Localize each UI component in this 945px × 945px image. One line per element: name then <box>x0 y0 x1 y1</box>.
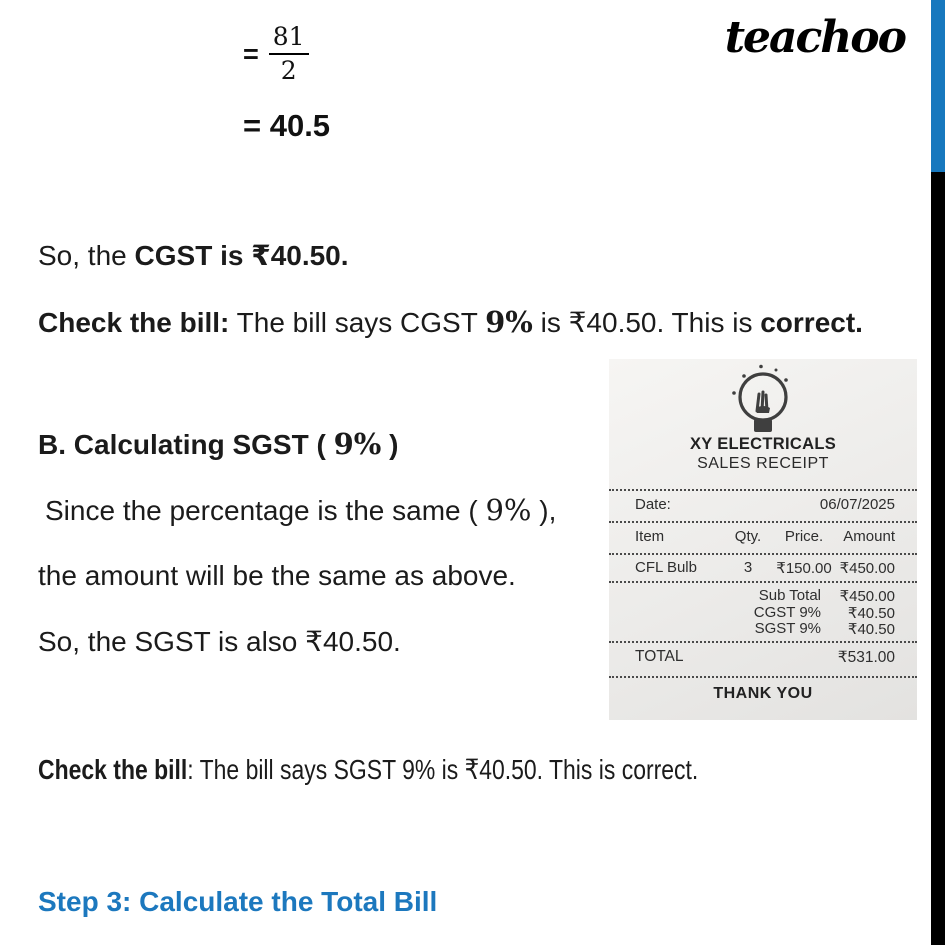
check-bill-sgst-lead: Check the bill <box>38 754 188 785</box>
check-bill-cgst-percent: 9% <box>485 305 533 339</box>
since-line-lead: Since the percentage is the same ( <box>45 495 486 526</box>
receipt-date-label: Date: <box>635 496 671 513</box>
amount-same-line: the amount will be the same as above. <box>38 560 516 591</box>
receipt-item-name: CFL Bulb <box>635 559 697 576</box>
check-bill-cgst-mid2: is ₹40.50. This is <box>532 307 761 338</box>
receipt-date-value: 06/07/2025 <box>819 496 895 513</box>
black-edge-strip <box>931 172 945 945</box>
check-bill-cgst-lead: Check the bill: <box>38 307 230 338</box>
equals-sign: = <box>243 38 259 69</box>
step3-heading: Step 3: Calculate the Total Bill <box>38 886 438 917</box>
receipt-sgst-value: ₹40.50 <box>847 621 895 638</box>
blue-edge-strip <box>931 0 945 172</box>
receipt-item-qty: 3 <box>743 559 753 576</box>
receipt-total-value: ₹531.00 <box>837 649 895 666</box>
check-bill-sgst-tail: : The bill says SGST 9% is ₹40.50. This is correct. <box>187 754 699 785</box>
receipt-sgst-label: SGST 9% <box>754 620 821 637</box>
receipt-col-price: Price. <box>784 528 824 545</box>
check-bill-cgst-tail: correct. <box>760 307 863 338</box>
cgst-result-line <box>38 238 349 274</box>
sales-receipt-image <box>609 359 917 720</box>
receipt-item-price: ₹150.00 <box>776 560 832 577</box>
receipt-cgst-value: ₹40.50 <box>847 605 895 622</box>
since-line-tail: ), <box>531 495 557 526</box>
check-bill-cgst-line <box>38 304 863 341</box>
receipt-item-amount: ₹450.00 <box>839 560 895 577</box>
receipt-item-row <box>609 559 917 577</box>
receipt-store-name: XY ELECTRICALS <box>690 435 836 453</box>
sgst-heading-tail: ) <box>381 429 399 460</box>
check-bill-sgst-line <box>38 752 698 788</box>
since-line-percent: 9% <box>485 493 532 527</box>
fraction-result: = 40.5 <box>243 108 331 143</box>
dotted-separator <box>609 581 917 583</box>
cgst-result-bold: CGST is ₹40.50. <box>134 240 349 271</box>
receipt-subtotal-label: Sub Total <box>758 587 821 604</box>
receipt-total-row <box>609 648 917 667</box>
dotted-separator <box>609 489 917 491</box>
cgst-result-prefix: So, the <box>38 240 135 271</box>
receipt-footer: THANK YOU <box>713 685 813 702</box>
receipt-cgst-label: CGST 9% <box>753 604 821 621</box>
receipt-col-item: Item <box>635 528 665 545</box>
fraction-expression <box>243 22 309 86</box>
receipt-subtotal-row <box>609 587 917 605</box>
since-line <box>38 492 556 529</box>
receipt-col-qty: Qty. <box>734 528 762 545</box>
receipt-col-amount: Amount <box>843 528 895 545</box>
check-bill-cgst-mid1: The bill says CGST <box>229 307 486 338</box>
dotted-separator <box>609 676 917 678</box>
sgst-heading-percent: 9% <box>333 427 382 461</box>
light-bulb-icon <box>609 363 917 439</box>
sgst-heading-lead: B. Calculating SGST ( <box>38 429 334 460</box>
receipt-date-row <box>609 496 917 513</box>
receipt-column-headers <box>609 528 917 545</box>
receipt-sgst-row <box>609 620 917 638</box>
sgst-heading <box>38 426 398 463</box>
receipt-total-label: TOTAL <box>635 648 684 665</box>
receipt-title: SALES RECEIPT <box>697 455 829 472</box>
dotted-separator <box>609 641 917 643</box>
dotted-separator <box>609 521 917 523</box>
receipt-subtotal-value: ₹450.00 <box>839 588 895 605</box>
fraction-denominator: 2 <box>280 56 297 85</box>
sgst-result-line: So, the SGST is also ₹40.50. <box>38 626 401 657</box>
fraction-numerator: 81 <box>269 22 309 55</box>
fraction <box>269 22 309 86</box>
teachoo-logo: teachoo <box>724 12 905 63</box>
dotted-separator <box>609 553 917 555</box>
